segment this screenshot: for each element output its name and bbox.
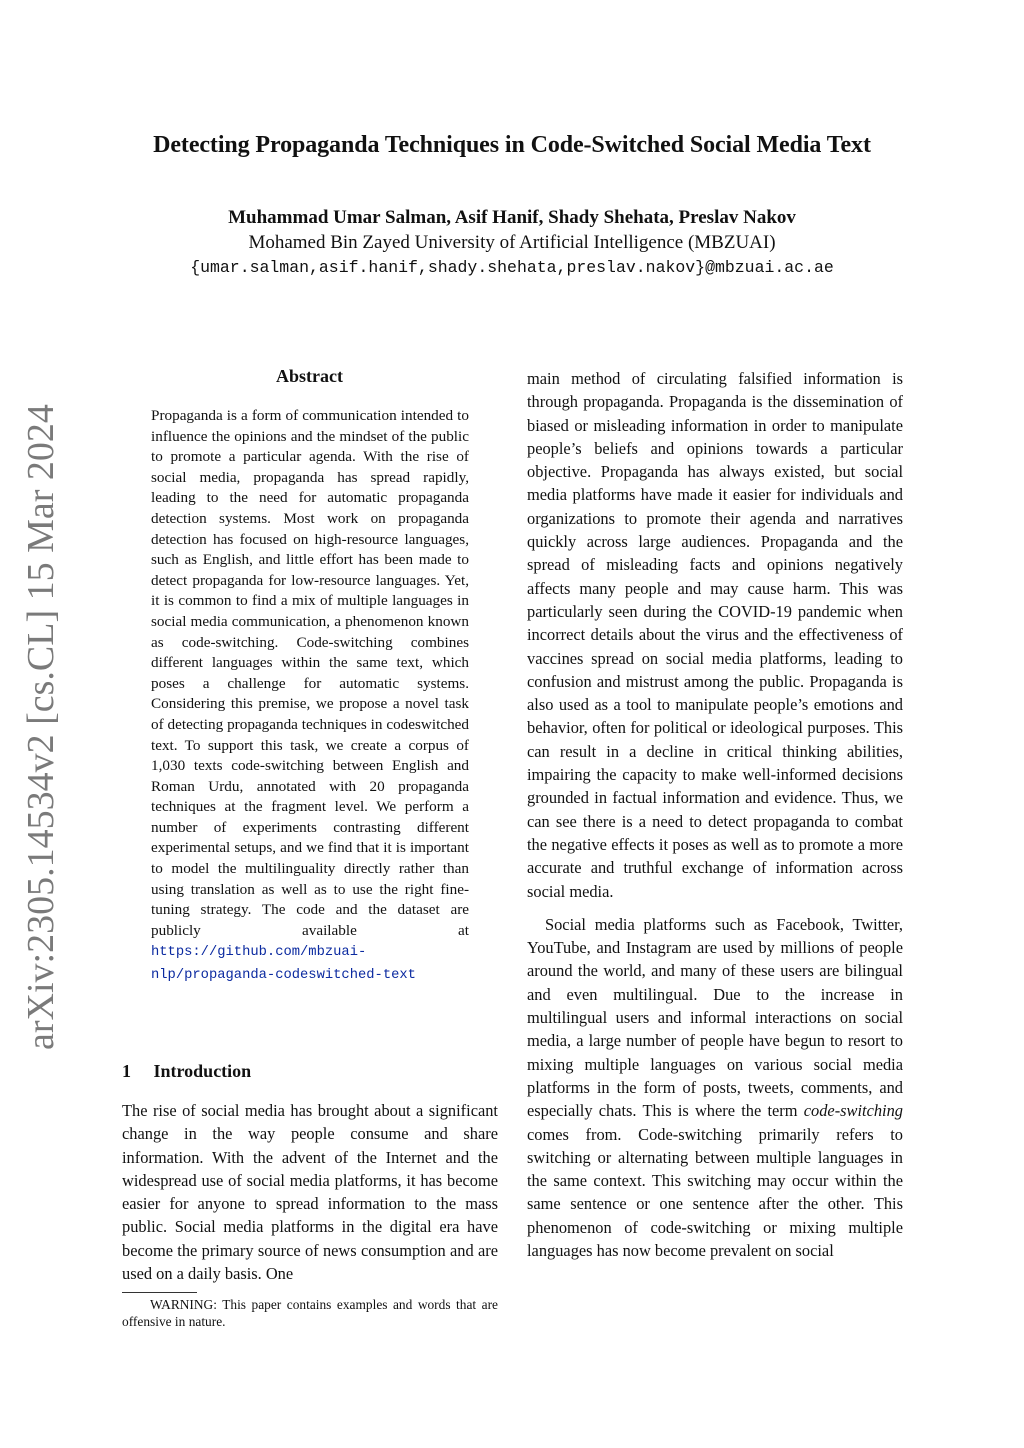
section-heading-introduction bbox=[122, 1061, 251, 1082]
intro-paragraph-left: The rise of social media has brought about a significant change in the way people consume and share information. With the advent of the Internet and the widespread use of social media platforms, it has become easier for anyone to spread information to the mass public. Social media platforms in the digital era have become the primary source of news consumption and are used on a daily basis. One bbox=[122, 1101, 498, 1284]
abstract-heading: Abstract bbox=[276, 366, 343, 386]
affiliation: Mohamed Bin Zayed University of Artificial Intelligence (MBZUAI) bbox=[248, 232, 776, 253]
paragraph-text: Social media platforms such as Facebook, Twitter, YouTube, and Instagram are used by millions of people around the world, and many of these users are bilingual and even multilingual. Due to the increase in multilingual users and informal interactions on social media, a large number of people have begun to resort to mixing multiple languages on various social media platforms in the form of posts, tweets, comments, and especially chats. This is where the term bbox=[527, 914, 903, 1121]
paragraph-text: comes from. Code-switching primarily refers to switching or alternating between multiple languages in the same context. This switching may occur within the same sentence or one sentence after the other. This phenomenon of code-switching or mixing multiple languages has now become prevalent on social bbox=[527, 1124, 903, 1260]
footnote-divider bbox=[122, 1292, 197, 1293]
abstract-body bbox=[151, 406, 469, 987]
intro-paragraph-1: main method of circulating falsified information is through propaganda. Propaganda is the dissemination of biased or misleading information in order to manipulate people’s beliefs and opinions towards a particular objective. Propaganda has always existed, but social media platforms have made it easier for individuals and organizations to promote their agenda and narratives quickly across large audiences. Propaganda and the spread of misleading facts and opinions negatively affects many people and may cause harm. This was particularly seen during the COVID-19 pandemic when incorrect details about the virus and the effectiveness of vaccines spread on social media platforms, leading to confusion and mistrust among the public. Propaganda is also used as a tool to manipulate people’s emotions and behavior, often for political or ideological purposes. This can result in a decline in critical thinking abilities, impairing the capacity to make well-informed decisions grounded in factual information and evidence. Thus, we can see there is a need to detect propaganda to combat the negative effects it poses as well as to promote a more accurate and truthful exchange of information across social media. bbox=[527, 369, 903, 901]
intro-paragraph-2 bbox=[527, 913, 903, 1262]
section-number: 1 bbox=[122, 1061, 131, 1081]
paper-title: Detecting Propaganda Techniques in Code-Switched Social Media Text bbox=[153, 132, 871, 158]
right-column bbox=[527, 367, 903, 1262]
code-repository-link[interactable]: https://github.com/mbzuai-nlp/propaganda-codeswitched-text bbox=[151, 945, 416, 984]
emphasized-term: code-switching bbox=[803, 1101, 903, 1121]
section-title: Introduction bbox=[153, 1061, 252, 1081]
footnote-warning: WARNING: This paper contains examples and words that are offensive in nature. bbox=[122, 1297, 498, 1329]
author-list: Muhammad Umar Salman, Asif Hanif, Shady Shehata, Preslav Nakov bbox=[228, 207, 796, 228]
arxiv-identifier: arXiv:2305.14534v2 [cs.CL] 15 Mar 2024 bbox=[20, 404, 62, 1050]
author-emails: {umar.salman,asif.hanif,shady.shehata,preslav.nakov}@mbzuai.ac.ae bbox=[190, 258, 834, 277]
abstract-text: Propaganda is a form of communication intended to influence the opinions and the mindset of the public to promote a particular agenda. With the rise of social media, propaganda has spread rapidly, leading to the need for automatic propaganda detection systems. Most work on propaganda detection has focused on high-resource languages, such as English, and little effort has been made to detect propaganda for low-resource languages. Yet, it is common to find a mix of multiple languages in social media communication, a phenomenon known as code-switching. Code-switching combines different languages within the same text, which poses a challenge for automatic systems. Considering this premise, we propose a novel task of detecting propaganda techniques in codeswitched text. To support this task, we create a corpus of 1,030 texts code-switching between English and Roman Urdu, annotated with 20 propaganda techniques at the fragment level. We perform a number of experiments contrasting different experimental setups, and we find that it is important to model the multilinguality directly rather than using translation as well as to use the right fine-tuning strategy. The code and the dataset are publicly available at bbox=[151, 407, 469, 939]
